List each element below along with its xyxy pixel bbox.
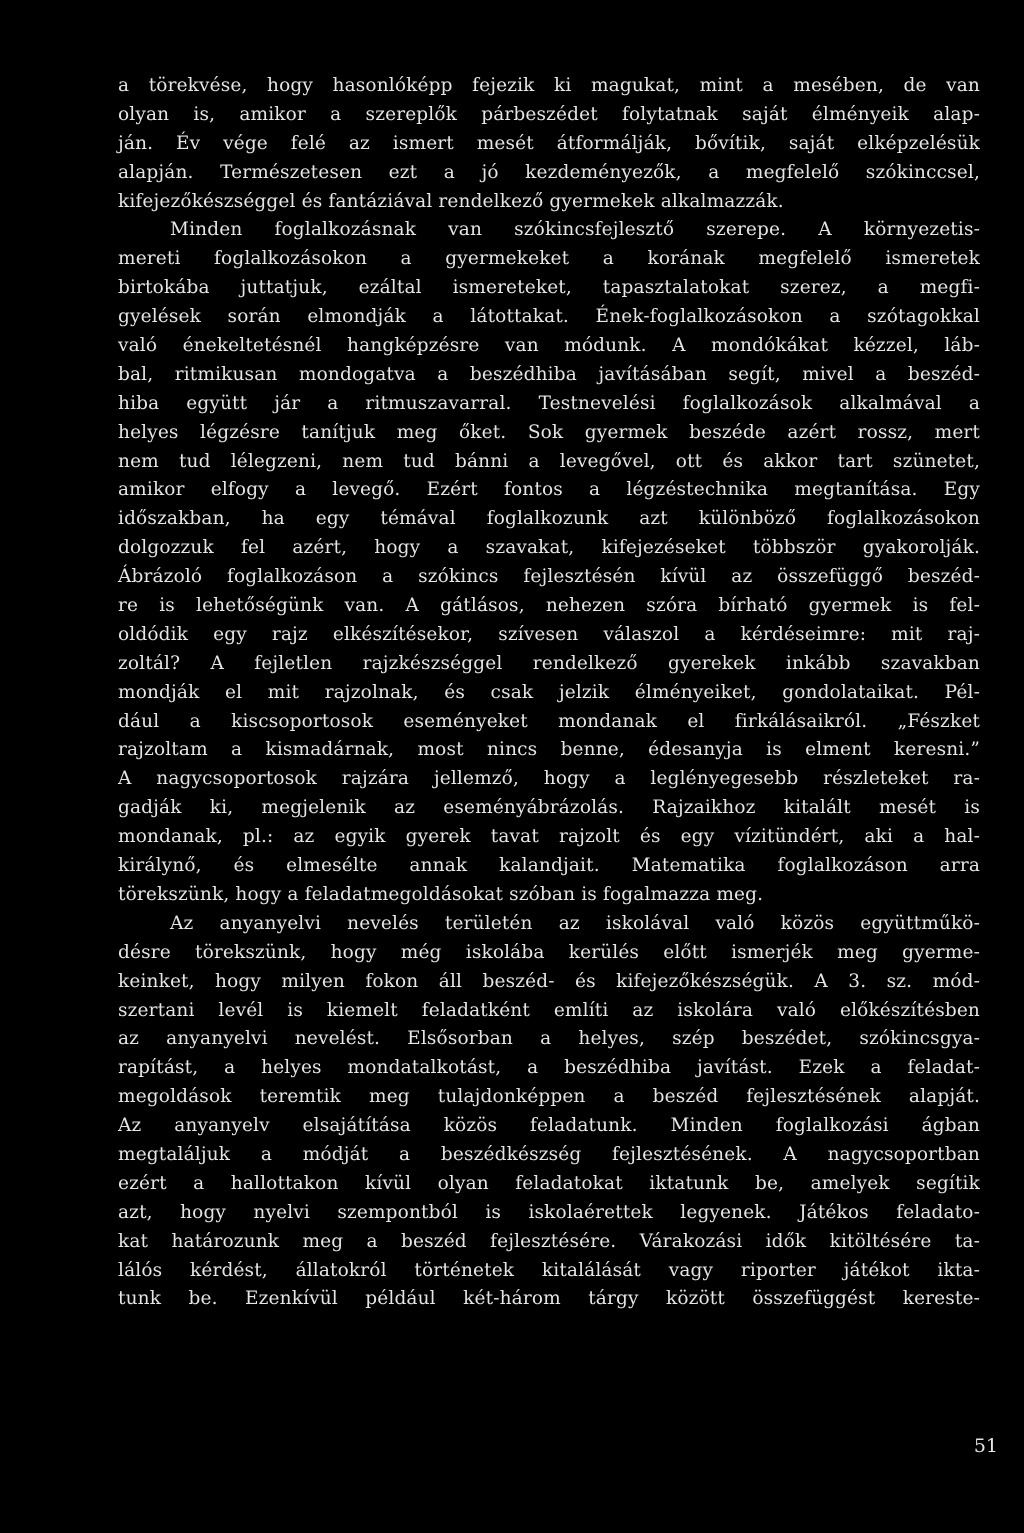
text-line: mondanak, pl.: az egyik gyerek tavat rajzolt és egy vízitündért, aki a hal- <box>118 826 980 848</box>
text-line: dolgozzuk fel azért, hogy a szavakat, kifejezéseket többször gyakorolják. <box>118 537 980 559</box>
text-line: amikor elfogy a levegő. Ezért fontos a légzéstechnika megtanítása. Egy <box>118 479 980 501</box>
text-line: megtaláljuk a módját a beszédkészség fejlesztésének. A nagycsoportban <box>118 1143 980 1165</box>
text-line: re is lehetőségünk van. A gátlásos, nehezen szóra bírható gyermek is fel- <box>118 595 980 617</box>
text-line: lálós kérdést, állatokról történetek kitalálását vagy riporter játékot ikta- <box>118 1259 980 1281</box>
text-line: gyelések során elmondják a látottakat. Ének-foglalkozásokon a szótagokkal <box>118 306 980 328</box>
text-line: dául a kiscsoportosok eseményeket mondanak el firkálásaikról. „Fészket <box>118 710 980 732</box>
text-line: keinket, hogy milyen fokon áll beszéd- és kifejezőkészségük. A 3. sz. mód- <box>118 970 980 992</box>
text-line: való énekeltetésnél hangképzésre van módunk. A mondókákat kézzel, láb- <box>118 335 980 357</box>
text-line: olyan is, amikor a szereplők párbeszédet folytatnak saját élményeik alap- <box>118 103 980 125</box>
text-line: a törekvése, hogy hasonlóképp fejezik ki magukat, mint a mesében, de van <box>118 75 980 96</box>
text-line: helyes légzésre tanítjuk meg őket. Sok gyermek beszéde azért rossz, mert <box>118 421 980 443</box>
page-number: 51 <box>973 1435 998 1457</box>
text-line: A nagycsoportosok rajzára jellemző, hogy a leglényegesebb részleteket ra- <box>118 768 980 790</box>
text-line: megoldások teremtik meg tulajdonképpen a beszéd fejlesztésének alapját. <box>118 1086 980 1108</box>
text-line: oldódik egy rajz elkészítésekor, szívesen válaszol a kérdéseimre: mit raj- <box>118 623 980 645</box>
text-line: alapján. Természetesen ezt a jó kezdeményezők, a megfelelő szókinccsel, <box>118 161 980 183</box>
text-line: mondják el mit rajzolnak, és csak jelzik élményeiket, gondolataikat. Pél- <box>118 681 980 703</box>
text-line: désre törekszünk, hogy még iskolába kerülés előtt ismerjék meg gyerme- <box>118 941 980 963</box>
page-text-block <box>118 72 980 1314</box>
text-line: kat határozunk meg a beszéd fejlesztésére. Várakozási idők kitöltésére ta- <box>118 1230 980 1252</box>
text-line: hiba együtt jár a ritmuszavarral. Testnevelési foglalkozások alkalmával a <box>118 392 980 414</box>
text-line: birtokába juttatjuk, ezáltal ismereteket, tapasztalatokat szerez, a megfi- <box>118 277 980 299</box>
text-line: ján. Év vége felé az ismert mesét átformálják, bővítik, saját elképzelésük <box>118 132 980 154</box>
text-line: rapítást, a helyes mondatalkotást, a beszédhiba javítást. Ezek a feladat- <box>118 1057 980 1079</box>
text-line: gadják ki, megjelenik az eseményábrázolás. Rajzaikhoz kitalált mesét is <box>118 797 980 819</box>
text-line: Az anyanyelvi nevelés területén az iskolával való közös együttműkö- <box>170 912 980 934</box>
text-line: bal, ritmikusan mondogatva a beszédhiba javításában segít, mivel a beszéd- <box>118 363 980 385</box>
text-line: ezért a hallottakon kívül olyan feladatokat iktatunk be, amelyek segítik <box>118 1172 980 1194</box>
text-line: nem tud lélegzeni, nem tud bánni a levegővel, ott és akkor tart szünetet, <box>118 450 980 472</box>
text-line: királynő, és elmesélte annak kalandjait. Matematika foglalkozáson arra <box>118 855 980 877</box>
text-line: szertani levél is kiemelt feladatként említi az iskolára való előkészítésben <box>118 999 980 1021</box>
text-line: kifejezőkészséggel és fantáziával rendelkező gyermekek alkalmazzák. <box>118 190 784 212</box>
text-line: törekszünk, hogy a feladatmegoldásokat szóban is fogalmazza meg. <box>118 883 764 905</box>
text-line: az anyanyelvi nevelést. Elsősorban a helyes, szép beszédet, szókincsgya- <box>118 1028 980 1050</box>
text-line: rajzoltam a kismadárnak, most nincs benne, édesanyja is elment keresni.” <box>118 739 980 761</box>
text-line: mereti foglalkozásokon a gyermekeket a korának megfelelő ismeretek <box>118 248 980 270</box>
text-line: időszakban, ha egy témával foglalkozunk azt különböző foglalkozásokon <box>118 508 980 530</box>
text-line: tunk be. Ezenkívül például két-három tárgy között összefüggést kereste- <box>118 1288 980 1310</box>
text-line: Minden foglalkozásnak van szókincsfejlesztő szerepe. A környezetis- <box>170 219 980 241</box>
text-line: Ábrázoló foglalkozáson a szókincs fejlesztésén kívül az összefüggő beszéd- <box>118 566 980 588</box>
text-line: zoltál? A fejletlen rajzkészséggel rendelkező gyerekek inkább szavakban <box>118 652 980 674</box>
text-line: Az anyanyelv elsajátítása közös feladatunk. Minden foglalkozási ágban <box>118 1115 980 1137</box>
text-line: azt, hogy nyelvi szempontból is iskolaérettek legyenek. Játékos feladato- <box>118 1201 980 1223</box>
